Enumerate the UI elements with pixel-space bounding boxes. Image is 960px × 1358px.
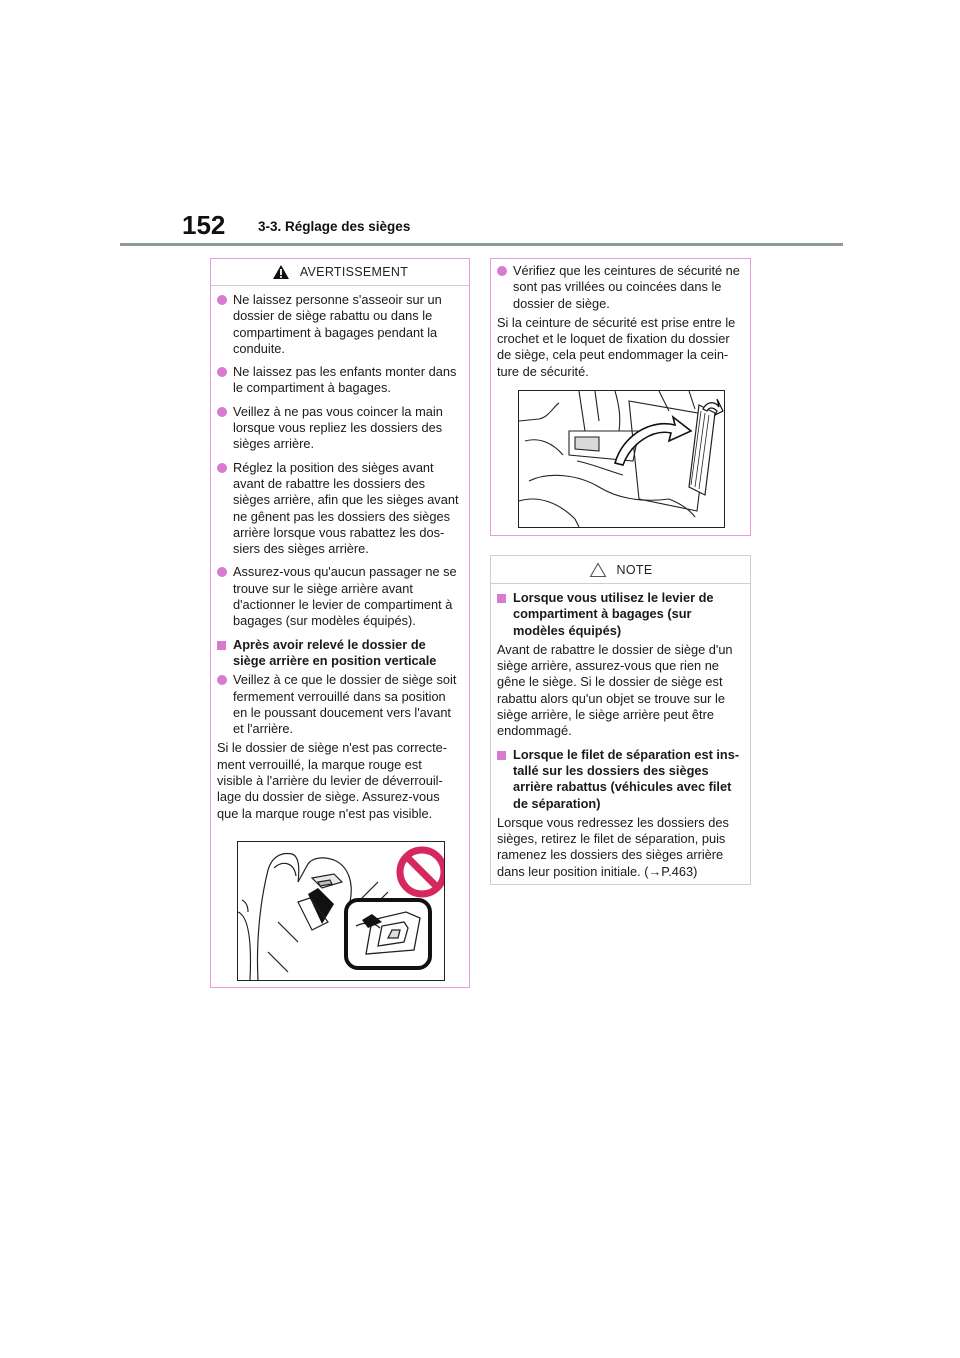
bullet-square-icon [497, 594, 506, 603]
seat-lever-illustration [237, 841, 445, 981]
prohibition-icon [400, 850, 444, 894]
list-item [217, 672, 459, 737]
warning-box-content [211, 286, 469, 835]
list-item [497, 263, 740, 312]
subheading-item [217, 637, 459, 670]
warning-box-title: AVERTISSEMENT [299, 265, 409, 279]
bullet-dot-icon [217, 463, 227, 473]
bullet-dot-icon [217, 567, 227, 577]
bullet-square-icon [217, 641, 226, 650]
warning-triangle-icon [272, 264, 290, 280]
note-box [490, 555, 751, 885]
note-box-title: NOTE [616, 562, 653, 577]
seatbelt-warning-box [490, 258, 751, 536]
note-paragraph: Lorsque vous redressez les dossiers des sièges, retirez le filet de séparation, puis ramenez les dossiers des sièges arrière dans leur position initiale. (→P.463) [497, 814, 729, 879]
section-title: 3-3. Réglage des sièges [258, 219, 411, 234]
list-item-text: Veillez à ne pas vous coincer la main lorsque vous repliez les dossiers des sièges arrière. [233, 403, 443, 452]
note-heading-text: Lorsque le filet de séparation est ins-tallé sur les dossiers des sièges arrière rabattus (véhicules avec filet de séparation) [513, 746, 740, 811]
page-number: 152 [182, 210, 226, 240]
list-item [217, 364, 459, 397]
bullet-dot-icon [217, 407, 227, 417]
bullet-square-icon [497, 751, 506, 760]
bullet-dot-icon [217, 367, 227, 377]
list-item-text: Ne laissez pas les enfants monter dans le compartiment à bagages. [233, 364, 457, 396]
note-heading-item [497, 590, 740, 639]
bullet-dot-icon [217, 675, 227, 685]
note-heading-text: Lorsque vous utilisez le levier de compartiment à bagages (sur modèles équipés) [513, 590, 714, 638]
warning-paragraph: Si le dossier de siège n'est pas correcte-ment verrouillé, la marque rouge est visible à l'arrière du levier de déverrouil-lage du dossier de siège. Assurez-vous que la marque rouge n'est pas visible. [217, 740, 448, 821]
list-item-text: Réglez la position des sièges avant avant de rabattre les dossiers des sièges arrière, afin que les sièges avant ne gênent pas les dossiers des sièges arrière lorsque vous rabattez les dos-siers des sièges arrière. [233, 459, 459, 557]
seatbelt-illustration [518, 390, 725, 528]
bullet-dot-icon [217, 295, 227, 305]
list-item-text: Veillez à ce que le dossier de siège soit fermement verrouillé dans sa position en le poussant doucement vers l'avant et l'arrière. [233, 672, 457, 737]
note-heading-item [497, 747, 740, 812]
warning-box [210, 258, 470, 988]
seatbelt-warning-content [491, 259, 750, 393]
bullet-dot-icon [497, 266, 507, 276]
note-paragraph: Avant de rabattre le dossier de siège d'un siège arrière, assurez-vous que rien ne gêne le siège. Si le dossier de siège est rabattu alors qu'un objet se trouve sur le siège arrière, le siège arrière peut être endommagé. [497, 641, 733, 739]
list-item-text: Vérifiez que les ceintures de sécurité ne sont pas vrillées ou coincées dans le dossier de siège. [513, 263, 740, 311]
seatbelt-paragraph: Si la ceinture de sécurité est prise entre le crochet et le loquet de fixation du dossier de siège, cela peut endommager la cein-ture de sécurité. [497, 314, 736, 379]
list-item-text: Ne laissez personne s'asseoir sur un dossier de siège rabattu ou dans le compartiment à bagages pendant la conduite. [233, 292, 442, 356]
list-item [217, 460, 459, 558]
list-item [217, 292, 459, 357]
list-item [217, 404, 459, 453]
caution-outline-icon [589, 562, 607, 578]
warning-box-header [211, 259, 469, 286]
list-item-text: Assurez-vous qu'aucun passager ne se trouve sur le siège arrière avant d'actionner le levier de compartiment à bagages (sur modèles équipés). [233, 564, 457, 629]
note-box-content [491, 584, 750, 893]
note-box-header [491, 556, 750, 584]
header-divider [120, 243, 843, 246]
subheading-text: Après avoir relevé le dossier de siège arrière en position verticale [233, 636, 437, 668]
list-item [217, 564, 459, 629]
